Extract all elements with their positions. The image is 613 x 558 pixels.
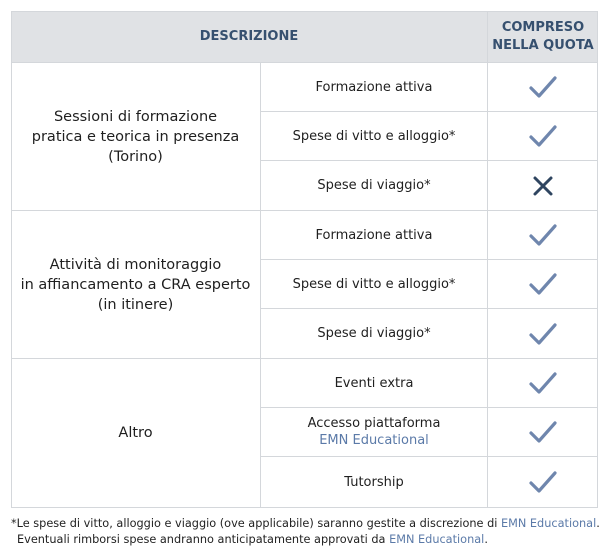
item-label: Tutorship — [344, 474, 404, 490]
table-border-bottom — [11, 507, 598, 508]
emn-educational-link[interactable]: EMN Educational — [500, 517, 597, 530]
group-label-line: Sessioni di formazione — [53, 108, 218, 125]
group-label-sessioni — [11, 63, 260, 210]
group-label-line: (Torino) — [108, 148, 163, 165]
cross-icon — [488, 161, 598, 210]
check-icon — [488, 260, 598, 308]
group-label-line: Altro — [118, 425, 153, 441]
check-icon — [488, 211, 598, 259]
emn-educational-link[interactable]: EMN Educational — [319, 433, 429, 448]
header-included-line1: COMPRESO — [501, 19, 585, 35]
table-border-top — [11, 11, 598, 12]
item-label: Spese di viaggio* — [317, 178, 431, 193]
group-label-line: pratica e teorica in presenza — [31, 128, 240, 145]
check-icon — [488, 359, 598, 407]
inclusion-table — [11, 11, 598, 508]
check-icon — [488, 457, 598, 507]
footnote-line1 — [11, 516, 611, 532]
item-label: Spese di vitto e alloggio* — [292, 276, 456, 292]
group-label-line: in affiancamento a CRA esperto — [20, 276, 251, 293]
emn-educational-link[interactable]: EMN Educational — [389, 533, 485, 546]
check-icon — [488, 408, 598, 456]
item-label: Eventi extra — [334, 375, 414, 391]
footnote-text: Eventuali rimborsi spese andranno anticipatamente approvati da — [17, 533, 390, 546]
item-label: Formazione attiva — [315, 227, 433, 243]
item-label: Spese di viaggio* — [317, 326, 431, 341]
group-label-line: Attività di monitoraggio — [49, 256, 222, 273]
item-label-accesso — [261, 408, 487, 456]
group-label-altro — [11, 359, 260, 507]
footnote-text: . — [596, 517, 600, 530]
header-description: DESCRIZIONE — [11, 11, 487, 62]
check-icon — [488, 112, 598, 160]
check-icon — [488, 309, 598, 358]
header-included — [488, 11, 598, 62]
footnote-text: *Le spese di vitto, alloggio e viaggio (ove applicabile) saranno gestite a discrezione di — [11, 517, 501, 530]
footnote-line2 — [11, 532, 611, 548]
item-label: Accesso piattaforma — [307, 416, 441, 431]
footnote-text: . — [484, 533, 488, 546]
header-included-line2: NELLA QUOTA — [492, 37, 594, 53]
footnote — [11, 516, 611, 548]
check-icon — [488, 63, 598, 111]
item-label: Formazione attiva — [315, 79, 433, 95]
group-label-line: (in itinere) — [97, 296, 174, 313]
group-label-monitoraggio — [11, 211, 260, 358]
item-label: Spese di vitto e alloggio* — [292, 128, 456, 144]
